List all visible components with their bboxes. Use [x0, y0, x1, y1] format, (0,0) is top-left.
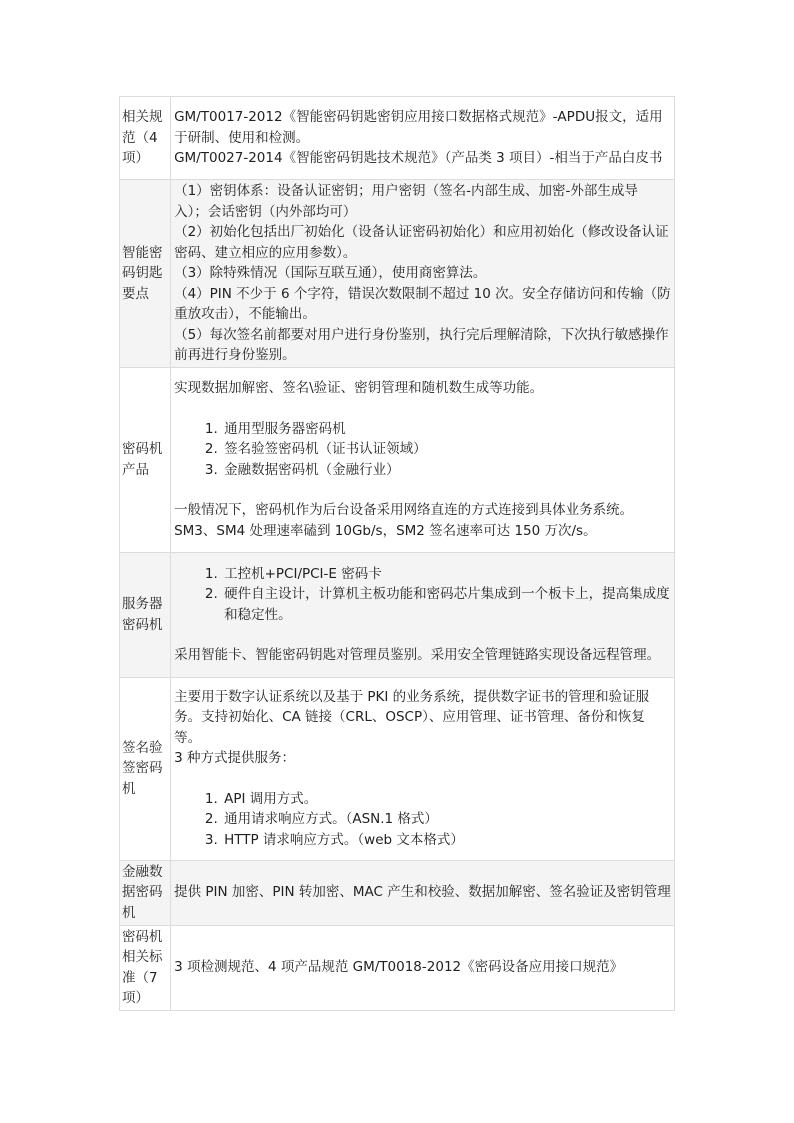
row-content [171, 552, 675, 677]
table-row [120, 180, 675, 368]
text-line: （4）PIN 不少于 6 个字符，错误次数限制不超过 10 次。安全存储访问和传输（防重放攻击），不能输出。 [174, 285, 671, 322]
list-item: 1. 通用型服务器密码机 [222, 419, 671, 440]
table-row [120, 552, 675, 677]
list-item: 2. 硬件自主设计，计算机主板功能和密码芯片集成到一个板卡上，提高集成度和稳定性。 [222, 584, 671, 625]
numbered-list [174, 419, 671, 481]
list-item: 2. 签名验签密码机（证书认证领域） [222, 439, 671, 460]
text-line: 3 种方式提供服务： [174, 750, 295, 767]
row-content [171, 180, 675, 368]
list-item: 3. 金融数据密码机（金融行业） [222, 460, 671, 481]
list-item: 1. 工控机+PCI/PCI-E 密码卡 [222, 564, 671, 585]
row-content [171, 925, 675, 1010]
list-item: 3. HTTP 请求响应方式。（web 文本格式） [222, 830, 671, 851]
numbered-list [174, 564, 671, 626]
row-content [171, 97, 675, 180]
text-line: （1）密钥体系：设备认证密钥；用户密钥（签名-内部生成、加密-外部生成导入）；会话密钥（内外部均可） [174, 183, 638, 220]
row-content [171, 367, 675, 552]
row-label: 签名验签密码机 [120, 677, 171, 860]
row-label: 相关规范（4项） [120, 97, 171, 180]
table-row [120, 367, 675, 552]
row-label: 智能密码钥匙要点 [120, 180, 171, 368]
text-line: （2）初始化包括出厂初始化（设备认证密码初始化）和应用初始化（修改设备认证密码、建立相应的应用参数）。 [174, 224, 669, 261]
table-row [120, 677, 675, 860]
list-item: 1. API 调用方式。 [222, 789, 671, 810]
numbered-list [174, 789, 671, 851]
text-line: 一般情况下，密码机作为后台设备采用网络直连的方式连接到具体业务系统。 [174, 502, 634, 518]
text-line: GM/T0027-2014《智能密码钥匙技术规范》（产品类 3 项目）-相当于产品白皮书 [174, 150, 663, 167]
table-row [120, 97, 675, 180]
row-label: 密码机相关标准（7项） [120, 925, 171, 1010]
row-content [171, 677, 675, 860]
row-content [171, 860, 675, 925]
text-line: GM/T0017-2012《智能密码钥匙密钥应用接口数据格式规范》-APDU报文，适用于研制、使用和检测。 [174, 109, 663, 146]
spec-table [119, 96, 675, 1011]
text-line: SM3、SM4 处理速率磕到 10Gb/s，SM2 签名速率可达 150 万次/s。 [174, 522, 597, 539]
document-page [119, 96, 675, 1011]
text-line: 实现数据加解密、签名\验证、密钥管理和随机数生成等功能。 [174, 380, 544, 396]
text-line: 3 项检测规范、4 项产品规范 GM/T0018-2012《密码设备应用接口规范》 [174, 959, 624, 976]
row-label: 服务器密码机 [120, 552, 171, 677]
text-line: 主要用于数字认证系统以及基于 PKI 的业务系统，提供数字证书的管理和验证服务。支持初始化、CA 链接（CRL、OSCP）、应用管理、证书管理、备份和恢复等。 [174, 688, 650, 746]
text-line: （5）每次签名前都要对用户进行身份鉴别，执行完后理解清除，下次执行敏感操作前再进行身份鉴别。 [174, 326, 669, 363]
text-line: （3）除特殊情况（国际互联互通），使用商密算法。 [174, 265, 487, 281]
row-label: 密码机产品 [120, 367, 171, 552]
table-row [120, 860, 675, 925]
table-row [120, 925, 675, 1010]
text-line: 提供 PIN 加密、PIN 转加密、MAC 产生和校验、数据加解密、签名验证及密钥管理 [174, 884, 671, 901]
row-label: 金融数据密码机 [120, 860, 171, 925]
list-item: 2. 通用请求响应方式。（ASN.1 格式） [222, 809, 671, 830]
text-line: 采用智能卡、智能密码钥匙对管理员鉴别。采用安全管理链路实现设备远程管理。 [174, 647, 661, 663]
